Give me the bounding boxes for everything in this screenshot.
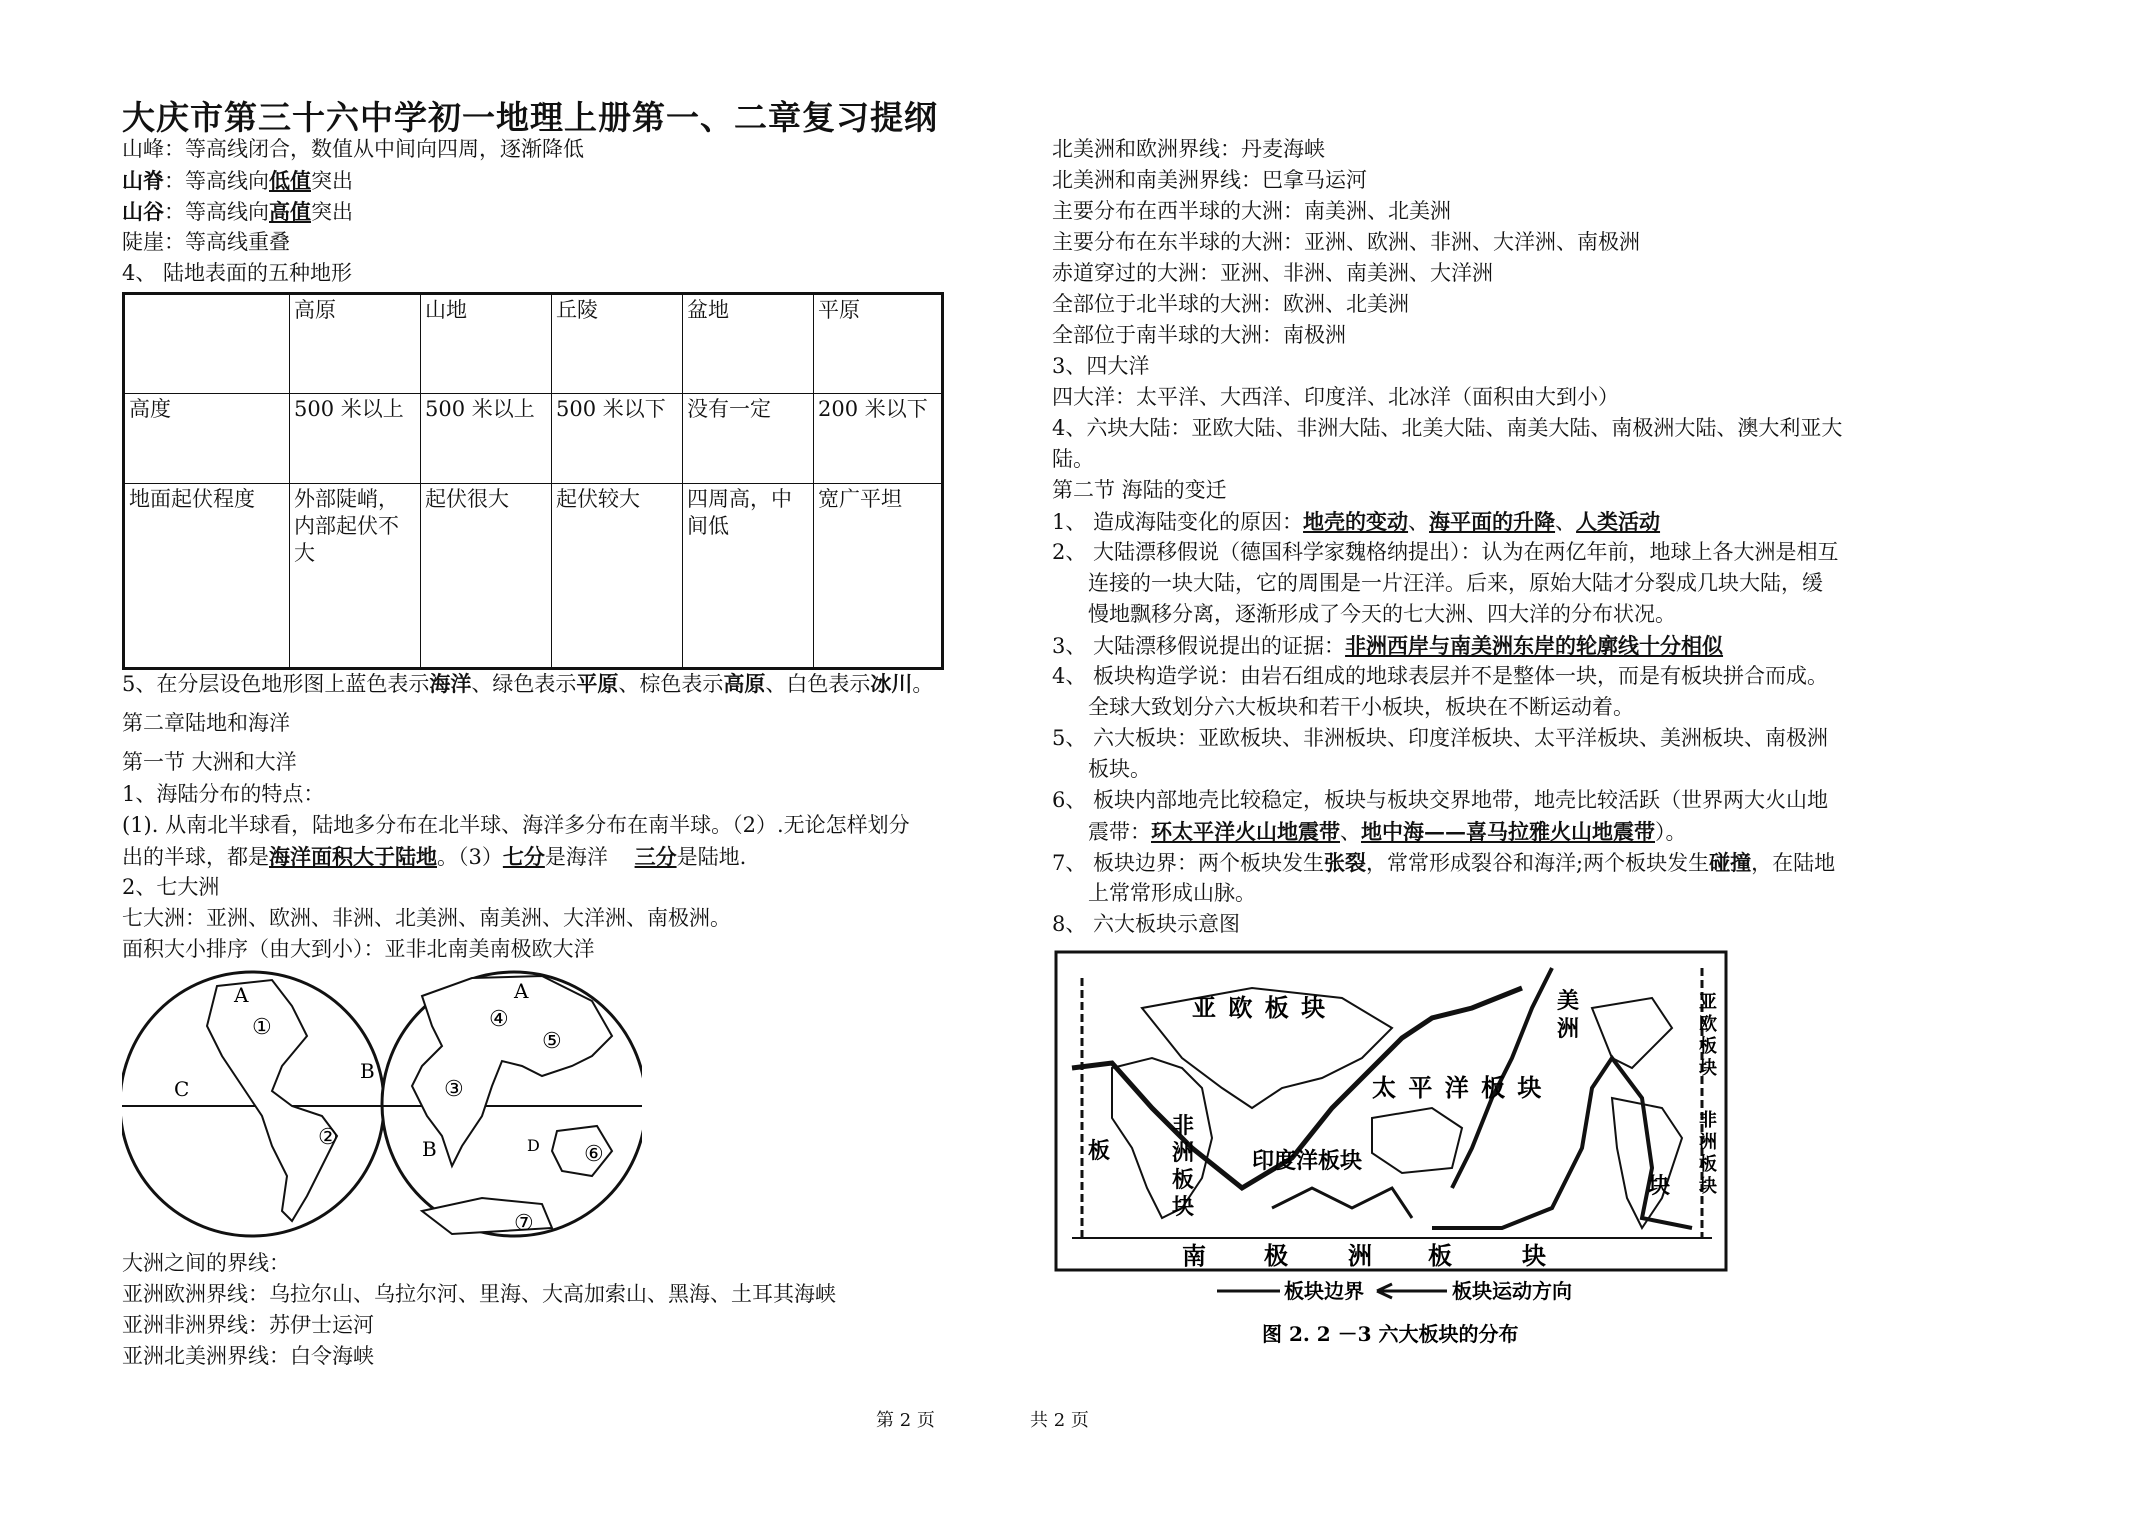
text-line: 3、四大洋 <box>1052 354 1150 378</box>
plate-label: 洲 <box>1699 1132 1717 1153</box>
plate-label: 极 <box>1264 1241 1288 1270</box>
text-line: 4、 板块构造学说：由岩石组成的地球表层并不是整体一块，而是有板块拼合而成。 <box>1052 664 1829 688</box>
plate-label: 太 平 洋 板 块 <box>1372 1073 1544 1102</box>
map-label: ⑦ <box>514 1211 534 1236</box>
text-line: 5、 六大板块：亚欧板块、非洲板块、印度洋板块、太平洋板块、美洲板块、南极洲 <box>1052 726 1829 750</box>
plate-label: 块 <box>1699 1058 1717 1079</box>
text-line: 出的半球，都是海洋面积大于陆地。（3）七分是海洋 三分是陆地. <box>122 844 747 869</box>
map-label: ① <box>252 1015 272 1040</box>
table-cell: 起伏很大 <box>421 484 552 669</box>
text-line: 板块。 <box>1088 757 1151 781</box>
text-line: 1、 造成海陆变化的原因：地壳的变动、海平面的升降、人类活动 <box>1052 509 1661 534</box>
table-cell: 500 米以上 <box>290 394 421 484</box>
table-cell: 500 米以下 <box>552 394 683 484</box>
text-line: 5、在分层设色地形图上蓝色表示海洋、绿色表示平原、棕色表示高原、白色表示冰川。 <box>122 671 934 696</box>
table-header-cell: 盆地 <box>683 294 814 394</box>
plate-label: 印度洋板块 <box>1252 1148 1363 1174</box>
table-header-cell: 丘陵 <box>552 294 683 394</box>
table-cell: 高度 <box>124 394 290 484</box>
map-label: C <box>174 1077 190 1101</box>
figure-caption: 图 2. 2 －3 六大板块的分布 <box>1262 1322 1519 1346</box>
section-heading: 第二节 海陆的变迁 <box>1052 478 1227 502</box>
text-line: 6、 板块内部地壳比较稳定，板块与板块交界地带，地壳比较活跃（世界两大火山地 <box>1052 788 1829 812</box>
plate-label: 块 <box>1648 1173 1671 1199</box>
text-line: 山谷：等高线向高值突出 <box>122 199 353 224</box>
table-cell: 宽广平坦 <box>814 484 943 669</box>
text-line: 陆。 <box>1052 447 1094 471</box>
map-label: ⑤ <box>542 1029 562 1054</box>
map-label: A <box>514 979 529 1003</box>
plate-label: 欧 <box>1699 1014 1717 1035</box>
text-line: 面积大小排序（由大到小）：亚非北南美南极欧大洋 <box>122 937 595 961</box>
table-header-cell: 山地 <box>421 294 552 394</box>
text-line: 北美洲和欧洲界线：丹麦海峡 <box>1052 137 1325 161</box>
text-line: 4、六块大陆：亚欧大陆、非洲大陆、北美大陆、南美大陆、南极洲大陆、澳大利亚大 <box>1052 416 1843 440</box>
text-line: 3、 大陆漂移假说提出的证据：非洲西岸与南美洲东岸的轮廓线十分相似 <box>1052 633 1724 658</box>
page-title: 大庆市第三十六中学初一地理上册第一、二章复习提纲 <box>122 98 938 137</box>
plate-map <box>1052 948 1732 1348</box>
legend-arrow-icon <box>1377 1284 1447 1298</box>
table-cell: 地面起伏程度 <box>124 484 290 669</box>
text-line: 四大洋：太平洋、大西洋、印度洋、北冰洋（面积由大到小） <box>1052 385 1619 409</box>
text-line: 8、 六大板块示意图 <box>1052 912 1241 936</box>
text-line: 震带：环太平洋火山地震带、地中海——喜马拉雅火山地震带）。 <box>1088 819 1687 844</box>
plate-label: 洲 <box>1557 1016 1580 1042</box>
section-heading: 4、 陆地表面的五种地形 <box>122 261 353 285</box>
text-line: 2、 大陆漂移假说（德国科学家魏格纳提出）：认为在两亿年前，地球上各大洲是相互 <box>1052 540 1839 564</box>
legend-boundary-label: 板块边界 <box>1284 1279 1364 1303</box>
plate-label: 板 <box>1172 1167 1195 1193</box>
plate-label: 板 <box>1428 1241 1452 1270</box>
table-cell: 200 米以下 <box>814 394 943 484</box>
table-cell: 500 米以上 <box>421 394 552 484</box>
text-line: 连接的一块大陆，它的周围是一片汪洋。后来，原始大陆才分裂成几块大陆，缓 <box>1088 571 1823 595</box>
hemispheres-map <box>122 966 642 1242</box>
plate-label: 板 <box>1699 1154 1717 1175</box>
plate-label: 亚 <box>1699 992 1717 1013</box>
text-line: 全部位于南半球的大洲：南极洲 <box>1052 323 1346 347</box>
table-header-cell: 平原 <box>814 294 943 394</box>
table-cell: 外部陡峭，内部起伏不大 <box>290 484 421 669</box>
table-cell: 起伏较大 <box>552 484 683 669</box>
map-label: ⑥ <box>584 1142 604 1167</box>
text-line: 2、七大洲 <box>122 875 220 899</box>
map-label: ② <box>318 1125 338 1150</box>
text-line: 北美洲和南美洲界线：巴拿马运河 <box>1052 168 1367 192</box>
table-cell: 没有一定 <box>683 394 814 484</box>
legend-motion-label: 板块运动方向 <box>1452 1279 1572 1303</box>
text-line: 陡崖：等高线重叠 <box>122 230 290 254</box>
plate-label: 非 <box>1699 1110 1717 1131</box>
plate-label: 洲 <box>1172 1140 1195 1166</box>
map-label: B <box>422 1137 437 1161</box>
table-cell: 四周高，中间低 <box>683 484 814 669</box>
text-line: 亚洲非洲界线：苏伊士运河 <box>122 1313 374 1337</box>
plate-label: 非 <box>1172 1113 1195 1139</box>
text-line: 全球大致划分六大板块和若干小板块，板块在不断运动着。 <box>1088 695 1634 719</box>
text-line: 七大洲：亚洲、欧洲、非洲、北美洲、南美洲、大洋洲、南极洲。 <box>122 906 731 930</box>
plate-label: 板 <box>1088 1138 1111 1164</box>
text-line: 主要分布在西半球的大洲：南美洲、北美洲 <box>1052 199 1451 223</box>
text-line: 主要分布在东半球的大洲：亚洲、欧洲、非洲、大洋洲、南极洲 <box>1052 230 1640 254</box>
section-heading: 第一节 大洲和大洋 <box>122 750 297 774</box>
map-label: A <box>234 983 249 1007</box>
text-line: (1). 从南北半球看，陆地多分布在北半球、海洋多分布在南半球。（2）.无论怎样划分 <box>122 813 910 837</box>
text-line: 全部位于北半球的大洲：欧洲、北美洲 <box>1052 292 1409 316</box>
table-header-cell: 高原 <box>290 294 421 394</box>
plate-label: 亚 欧 板 块 <box>1192 993 1328 1022</box>
text-line: 上常常形成山脉。 <box>1088 881 1256 905</box>
plate-label: 美 <box>1557 988 1580 1014</box>
text-line: 大洲之间的界线： <box>122 1251 290 1275</box>
page-number: 第 2 页 <box>876 1410 935 1431</box>
map-label: ④ <box>489 1007 509 1032</box>
plate-label: 块 <box>1172 1194 1195 1220</box>
map-label: B <box>360 1059 375 1083</box>
text-line: 赤道穿过的大洲：亚洲、非洲、南美洲、大洋洲 <box>1052 261 1493 285</box>
plate-label: 洲 <box>1348 1241 1372 1270</box>
plate-label: 板 <box>1699 1036 1717 1057</box>
text-line: 亚洲欧洲界线：乌拉尔山、乌拉尔河、里海、大高加索山、黑海、土耳其海峡 <box>122 1282 836 1306</box>
text-line: 1、海陆分布的特点： <box>122 782 325 806</box>
map-label: D <box>527 1136 540 1155</box>
landform-table <box>122 292 944 670</box>
page-total: 共 2 页 <box>1030 1410 1089 1431</box>
text-line: 山峰：等高线闭合，数值从中间向四周，逐渐降低 <box>122 137 584 161</box>
chapter-heading: 第二章陆地和海洋 <box>122 711 290 735</box>
text-line: 亚洲北美洲界线：白令海峡 <box>122 1344 374 1368</box>
text-line: 7、 板块边界：两个板块发生张裂，常常形成裂谷和海洋;两个板块发生碰撞，在陆地 <box>1052 850 1836 875</box>
text-line: 慢地飘移分离，逐渐形成了今天的七大洲、四大洋的分布状况。 <box>1088 602 1676 626</box>
plate-label: 块 <box>1699 1176 1717 1197</box>
map-label: ③ <box>444 1077 464 1102</box>
plate-label: 南 <box>1182 1241 1206 1270</box>
text-line: 山脊：等高线向低值突出 <box>122 168 353 193</box>
plate-label: 块 <box>1522 1241 1546 1270</box>
table-header-cell <box>124 294 290 394</box>
